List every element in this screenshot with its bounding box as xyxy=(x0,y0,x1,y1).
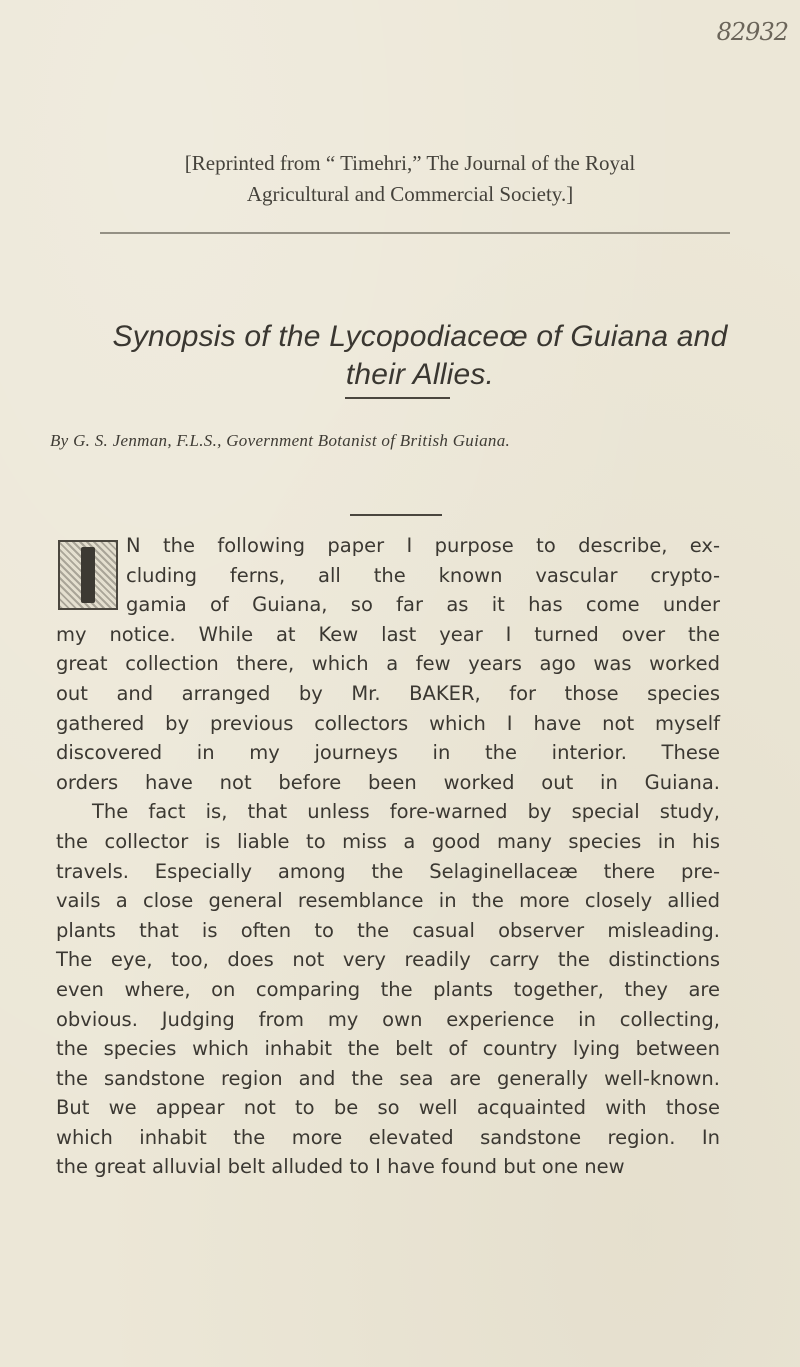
body-line: gamia of Guiana, so far as it has come under xyxy=(126,593,720,617)
author-byline: By G. S. Jenman, F.L.S., Government Botanist of British Guiana. xyxy=(50,431,511,450)
handwritten-catalog-number: 82932 xyxy=(716,18,788,46)
body-line: which inhabit the more elevated sandstone region. In xyxy=(56,1125,720,1149)
reprint-line-2: Agricultural and Commercial Society.] xyxy=(246,182,574,206)
body-line: out and arranged by Mr. BAKER, for those species xyxy=(56,681,720,705)
title-line-1: Synopsis of the Lycopodiaceœ of Guiana and xyxy=(112,320,728,353)
body-line: The fact is, that unless fore-warned by special study, xyxy=(92,800,720,824)
body-line: vails a close general resemblance in the more closely allied xyxy=(56,889,720,913)
body-line: the collector is liable to miss a good many species in his xyxy=(56,829,720,853)
body-line: gathered by previous collectors which I have not myself xyxy=(56,711,720,735)
body-line: orders have not before been worked out in Guiana. xyxy=(56,770,720,794)
body-line: even where, on comparing the plants together, they are xyxy=(56,977,720,1001)
paper-title xyxy=(60,318,780,394)
reprint-notice xyxy=(90,148,730,210)
body-paragraph xyxy=(56,531,720,1182)
body-line: discovered in my journeys in the interior. These xyxy=(56,741,720,765)
body-line: the sandstone region and the sea are generally well-known. xyxy=(56,1066,720,1090)
body-line: the great alluvial belt alluded to I have found but one new xyxy=(56,1155,625,1179)
body-line: obvious. Judging from my own experience in collecting, xyxy=(56,1007,720,1031)
byline-divider xyxy=(350,514,442,516)
body-line: the species which inhabit the belt of country lying between xyxy=(56,1037,720,1061)
body-line: cluding ferns, all the known vascular crypto- xyxy=(126,563,720,587)
body-line: my notice. While at Kew last year I turned over the xyxy=(56,622,720,646)
body-line: But we appear not to be so well acquainted with those xyxy=(56,1096,720,1120)
body-line: N the following paper I purpose to describe, ex- xyxy=(126,534,720,557)
body-line: The eye, too, does not very readily carry the distinctions xyxy=(56,948,720,972)
body-line: plants that is often to the casual observer misleading. xyxy=(56,918,720,942)
title-line-2: their Allies. xyxy=(345,358,495,391)
reprint-divider xyxy=(100,232,730,234)
body-line: travels. Especially among the Selaginellaceæ there pre- xyxy=(56,859,720,883)
title-divider xyxy=(345,397,450,399)
reprint-line-1: [Reprinted from “ Timehri,” The Journal of the Royal xyxy=(184,151,636,175)
body-line: great collection there, which a few years ago was worked xyxy=(56,652,720,676)
